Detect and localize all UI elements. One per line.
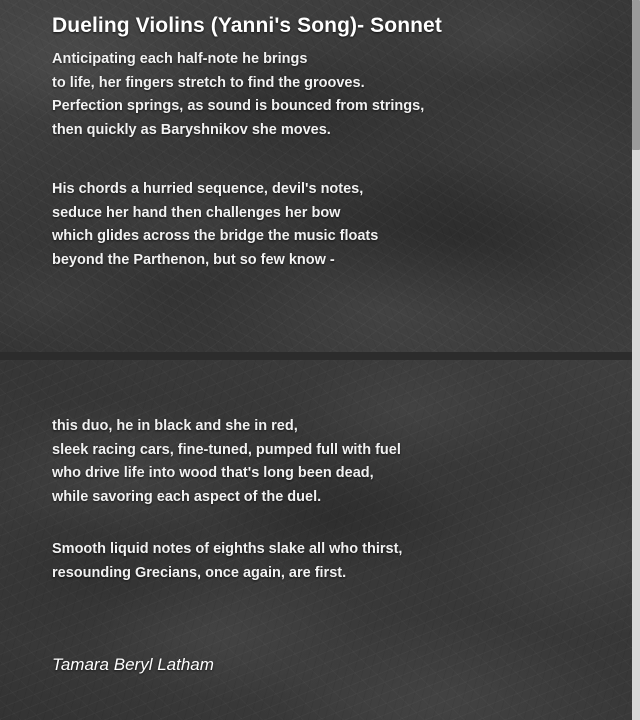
poem-line: this duo, he in black and she in red, <box>52 418 298 434</box>
poem-stanza <box>52 48 424 142</box>
poem-line: who drive life into wood that's long been dead, <box>52 465 374 481</box>
scrollbar-thumb[interactable] <box>632 0 640 150</box>
poem-line: seduce her hand then challenges her bow <box>52 204 341 221</box>
poem-line: His chords a hurried sequence, devil's notes, <box>52 181 364 197</box>
poem-author: Tamara Beryl Latham <box>52 655 214 674</box>
poem-stanza <box>52 538 402 585</box>
poem-panel-bottom <box>0 360 640 720</box>
poem-line: Perfection springs, as sound is bounced from strings, <box>52 98 425 114</box>
poem-line: to life, her fingers stretch to find the grooves. <box>52 74 365 91</box>
poem-line: Anticipating each half-note he brings <box>52 51 308 67</box>
poem-stanza <box>52 415 401 509</box>
page-scrollbar[interactable] <box>632 0 640 720</box>
poem-line: Smooth liquid notes of eighths slake all who thirst, <box>52 541 403 557</box>
poem-line: then quickly as Baryshnikov she moves. <box>52 121 331 138</box>
poem-line: beyond the Parthenon, but so few know - <box>52 251 335 268</box>
poem-line: while savoring each aspect of the duel. <box>52 488 322 505</box>
panel-divider <box>0 352 640 360</box>
poem-line: sleek racing cars, fine-tuned, pumped full with fuel <box>52 441 401 458</box>
poem-stanza <box>52 178 378 272</box>
poem-panel-top <box>0 0 640 352</box>
poem-line: resounding Grecians, once again, are first. <box>52 564 347 581</box>
page-title: Dueling Violins (Yanni's Song)- Sonnet <box>52 14 442 37</box>
poem-line: which glides across the bridge the music floats <box>52 228 379 244</box>
